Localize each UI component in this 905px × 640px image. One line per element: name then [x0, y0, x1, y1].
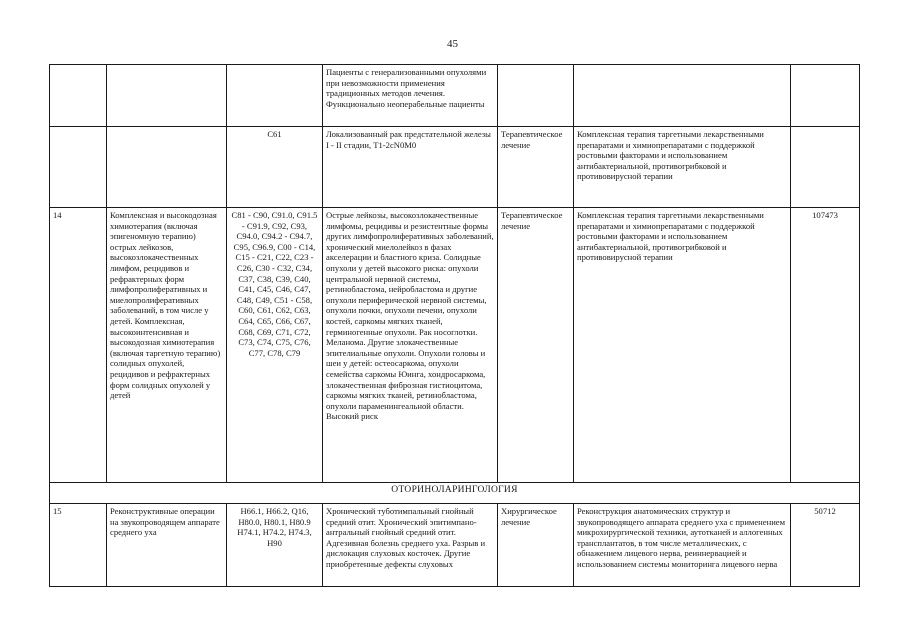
cell-method: [574, 65, 791, 127]
cell-number: [50, 127, 107, 208]
cell-name: Реконструктивные операции на звукопроводящем аппарате среднего уха: [107, 504, 227, 587]
cell-codes: H66.1, H66.2, Q16, H80.0, H80.1, H80.9 H74.1, H74.2, H74.3, H90: [227, 504, 323, 587]
cell-method: Комплексная терапия таргетными лекарственными препаратами и химиопрепаратами с поддержкой ростовыми факторами и использованием антибактериальной, противогрибковой и противовирусной терапии: [574, 127, 791, 208]
medical-care-table: [49, 64, 860, 587]
cell-cost: 50712: [791, 504, 860, 587]
cell-codes: [227, 65, 323, 127]
cell-model: Пациенты с генерализованными опухолями при невозможности применения традиционных методов лечения. Функционально неоперабельные пациенты: [323, 65, 498, 127]
cell-model: Хронический туботимпальный гнойный средний отит. Хронический эпитимпано-антральный гнойный средний отит. Адгезивная болезнь среднего уха. Разрыв и дислокация слуховых косточек. Другие приобретенные дефекты слуховых: [323, 504, 498, 587]
table-row: [50, 65, 860, 127]
cell-cost: [791, 127, 860, 208]
cell-codes: C81 - C90, C91.0, C91.5 - C91.9, C92, C93, C94.0, C94.2 - C94.7, C95, C96.9, C00 - C14, C15 - C21, C22, C23 - C26, C30 - C32, C34, C37, C38, C39, C40, C41, C45, C46, C47, C48, C49, C51 - C58, C60, C61, C62, C63, C64, C65, C66, C67, C68, C69, C71, C72, C73, C74, C75, C76, C77, C78, C79: [227, 208, 323, 483]
section-row: [50, 483, 860, 504]
cell-number: [50, 65, 107, 127]
cell-codes: C61: [227, 127, 323, 208]
page-number: 45: [447, 38, 458, 50]
cell-number: 14: [50, 208, 107, 483]
cell-name: [107, 65, 227, 127]
cell-treatment-type: [498, 65, 574, 127]
section-heading: ОТОРИНОЛАРИНГОЛОГИЯ: [50, 483, 860, 504]
cell-model: Острые лейкозы, высокозлокачественные лимфомы, рецидивы и резистентные формы других лимфопролиферативных заболеваний, хронический миелолейкоз в фазах акселерации и бластного криза. Солидные опухоли у детей высокого риска: опухоли центральной нервной системы, ретинобластома, нейробластома и другие опухоли периферической нервной системы, опухоли почки, опухоли печени, опухоли костей, саркомы мягких тканей, герминогенные опухоли. Рак носоглотки. Меланома. Другие злокачественные эпителиальные опухоли. Опухоли головы и шеи у детей: остеосаркома, опухоли семейства саркомы Юинга, хондросаркома, злокачественная фиброзная гистиоцитома, саркомы мягких тканей, ретинобластома, опухоли параменингеальной области. Высокий риск: [323, 208, 498, 483]
table-row: [50, 504, 860, 587]
cell-name: [107, 127, 227, 208]
cell-number: 15: [50, 504, 107, 587]
table-row: [50, 127, 860, 208]
cell-treatment-type: Хирургическое лечение: [498, 504, 574, 587]
cell-treatment-type: Терапевтическое лечение: [498, 127, 574, 208]
cell-method: Реконструкция анатомических структур и звукопроводящего аппарата среднего уха с применением микрохирургической техники, аутотканей и аллогенных трансплантатов, в том числе металлических, с обнажением лицевого нерва, реиннервацией и использованием системы мониторинга лицевого нерва: [574, 504, 791, 587]
cell-cost: 107473: [791, 208, 860, 483]
cell-method: Комплексная терапия таргетными лекарственными препаратами и химиопрепаратами с поддержкой ростовыми факторами и использованием антибактериальной, противогрибковой и противовирусной терапии: [574, 208, 791, 483]
cell-name: Комплексная и высокодозная химиотерапия (включая эпигеномную терапию) острых лейкозов, высокозлокачественных лимфом, рецидивов и рефрактерных форм лимфопролиферативных и миелопролиферативных заболеваний, в том числе у детей. Комплексная, высокоинтенсивная и высокодозная химиотерапия (включая таргетную терапию) солидных опухолей, рецидивов и рефрактерных форм солидных опухолей у детей: [107, 208, 227, 483]
cell-treatment-type: Терапевтическое лечение: [498, 208, 574, 483]
cell-cost: [791, 65, 860, 127]
cell-model: Локализованный рак предстательной железы I - II стадии, T1-2cN0M0: [323, 127, 498, 208]
table-row: [50, 208, 860, 483]
